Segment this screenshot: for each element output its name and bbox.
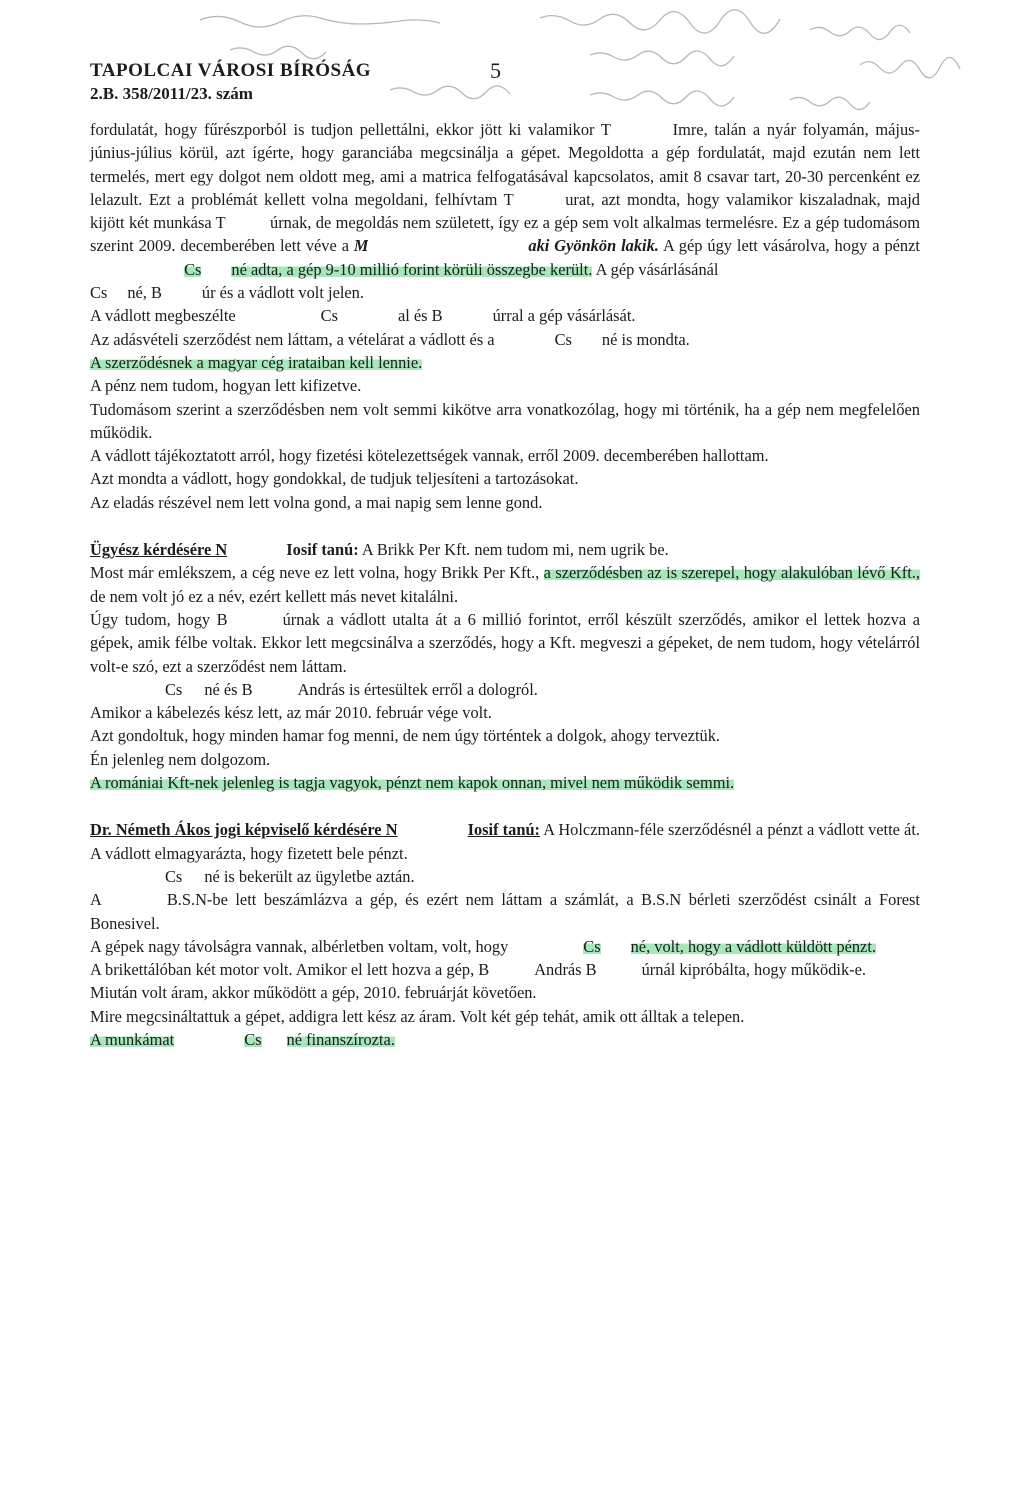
redaction [597, 958, 642, 981]
paragraph: Azt mondta a vádlott, hogy gondokkal, de tudjuk teljesíteni a tartozásokat. [90, 469, 579, 489]
text-segment: Cs [320, 306, 338, 326]
text-segment: A gép vásárlásánál [595, 259, 719, 279]
text-segment: de nem volt jó ez a név, ezért kellett más nevet kitalálni. [90, 586, 459, 606]
paragraph [90, 118, 920, 304]
document-header [90, 60, 371, 104]
body-text [90, 118, 920, 1051]
paragraph: A pénz nem tudom, hogyan lett kifizetve. [90, 376, 362, 396]
text-segment: A munkámat [90, 1029, 175, 1049]
redaction [236, 304, 321, 327]
redaction [226, 211, 266, 234]
text-segment: úr és a vádlott volt jelen. [201, 283, 364, 303]
text-segment: úrnak, de megoldás nem született, így ez a gép sem volt alkalmas termelésre. Ez a gép tudomásom szerint 2009. decemberében lett véve a [90, 213, 920, 256]
text-segment: A Holczmann-féle szerződésnél a pénzt a vádlott vette át. A vádlott elmagyarázta, hogy fizetett bele pénzt. [90, 820, 920, 863]
text-segment: M [353, 236, 369, 256]
case-number: 2.B. 358/2011/23. szám [90, 84, 253, 103]
paragraph [90, 304, 920, 327]
text-segment: né, volt, hogy a vádlott küldött pénzt. [630, 936, 876, 956]
text-segment: András is értesültek erről a dologról. [297, 679, 538, 699]
text-segment: A gépek nagy távolságra vannak, albérletben voltam, volt, hogy [90, 936, 509, 956]
text-segment: urat, azt mondta, hogy valamikor kiszaladnak, majd kijött két munkása T [90, 189, 920, 233]
text-segment: né adta, a gép 9-10 millió forint körüli összegbe került. [231, 259, 593, 279]
redaction [201, 258, 231, 281]
speaker-label: Iosif tanú: [286, 540, 359, 560]
paragraph: Amikor a kábelezés kész lett, az már 2010. február vége volt. [90, 703, 492, 723]
redaction [443, 304, 493, 327]
redaction [514, 188, 559, 211]
paragraph: Miután volt áram, akkor működött a gép, 2010. februárját követően. [90, 983, 537, 1003]
paragraph: Azt gondoltuk, hogy minden hamar fog menni, de nem úgy történtek a dolgok, ahogy terveztük. [90, 726, 720, 746]
redaction [489, 958, 534, 981]
text-segment: Cs [583, 936, 601, 956]
text-segment: Cs [244, 1029, 262, 1049]
redaction [174, 1028, 244, 1051]
paragraph [90, 351, 920, 374]
redaction [368, 234, 523, 257]
redaction [182, 865, 204, 888]
text-segment: né is mondta. [601, 329, 690, 349]
text-segment: A szerződésnek a magyar cég irataiban kell lennie. [90, 352, 423, 372]
redaction [102, 888, 167, 911]
text-segment: Az adásvételi szerződést nem láttam, a vételárat a vádlott és a [90, 329, 495, 349]
text-segment: né is bekerült az ügyletbe aztán. [204, 866, 415, 886]
text-segment: al és B [397, 306, 443, 326]
text-segment: aki Gyönkön lakik. [528, 236, 659, 256]
paragraph [90, 328, 920, 351]
redaction [162, 281, 202, 304]
text-segment: Cs [90, 283, 108, 303]
text-segment: A vádlott megbeszélte [90, 306, 236, 326]
redaction [495, 328, 555, 351]
speaker-label: Ügyész kérdésére N [90, 540, 282, 559]
paragraph [90, 888, 920, 935]
text-segment: A romániai Kft-nek jelenleg is tagja vagyok, pénzt nem kapok onnan, mivel nem működik semmi. [90, 773, 735, 793]
redaction [182, 678, 204, 701]
text-segment: né finanszírozta. [286, 1029, 395, 1049]
text-segment: Imre, talán a nyár folyamán, május-június-július körül, azt ígérte, hogy garanciába megcsinálja a gépet. Megoldotta a gép fordulatát, majd ezután nem lett termelés, mert egy dolgot nem oldott meg, ami a matrica felfogatásával kapcsolatos, amit 8 csavar tart, 20-30 percenként ez lelazult. Ezt a problémát kellett volna megoldani, felhívtam T [90, 120, 920, 209]
text-segment: úrnál kipróbálta, hogy működik-e. [641, 960, 867, 980]
text-segment: a szerződésben az is szerepel, hogy alakulóban lévő Kft., [543, 563, 920, 583]
text-segment: A [90, 890, 102, 910]
paragraph [90, 538, 920, 561]
paragraph [90, 561, 920, 608]
redaction [338, 304, 398, 327]
text-segment: András B [534, 960, 597, 980]
paragraph [90, 678, 920, 701]
text-segment: Cs [554, 329, 572, 349]
text-segment: úrral a gép vásárlását. [492, 306, 636, 326]
text-segment: A brikettálóban két motor volt. Amikor el lett hozva a gép, B [90, 960, 490, 980]
text-segment: A gép úgy lett vásárolva, hogy a pénzt [662, 236, 920, 256]
paragraph: Én jelenleg nem dolgozom. [90, 749, 271, 769]
text-segment: né, B [127, 283, 162, 303]
speaker-label: Dr. Németh Ákos jogi képviselő kérdésére N Iosif tanú: [90, 820, 540, 839]
text-segment: Most már emlékszem, a cég neve ez lett volna, hogy Brikk Per Kft., [90, 563, 540, 583]
court-name: TAPOLCAI VÁROSI BÍRÓSÁG [90, 60, 372, 81]
paragraph: Tudomásom szerint a szerződésben nem volt semmi kikötve arra vonatkozólag, hogy mi történik, ha a gép nem megfelelően működik. [90, 399, 920, 442]
redaction [107, 281, 127, 304]
text-segment: úrnak a vádlott utalta át a 6 millió forintot, erről készült szerződés, amikor el lettek hozva a gépek, amik félbe voltak. Ekkor lett megcsinálva a szerződés, hogy a Kft. megveszi a gépeket, de nem tudom, hogy vételárról volt-e szó, ezt a szerződést nem láttam. [90, 609, 920, 676]
text-segment: Cs [165, 679, 183, 699]
text-segment: Úgy tudom, hogy B [90, 609, 228, 629]
text-segment: né és B [204, 679, 253, 699]
paragraph [90, 865, 920, 888]
paragraph [90, 771, 920, 794]
text-segment: B.S.N-be lett beszámlázva a gép, és ezért nem láttam a számlát, a B.S.N bérleti szerződést csinált a Forest Bonesivel. [90, 890, 920, 933]
text-segment: fordulatát, hogy fűrészporból is tudjon pellettálni, ekkor jött ki valamikor T [90, 120, 611, 139]
redaction [253, 678, 298, 701]
redaction [508, 935, 583, 958]
paragraph: A vádlott tájékoztatott arról, hogy fizetési kötelezettségek vannak, erről 2009. decemberében hallottam. [90, 446, 769, 466]
paragraph [90, 958, 920, 981]
redaction [228, 608, 283, 631]
paragraph [90, 818, 920, 865]
text-segment: Cs [184, 259, 202, 279]
paragraph: Mire megcsináltattuk a gépet, addigra lett kész az áram. Volt két gép tehát, amik ott álltak a telepen. [90, 1006, 745, 1026]
redaction [262, 1028, 287, 1051]
redaction [572, 328, 602, 351]
paragraph [90, 608, 920, 678]
paragraph: Az eladás részével nem lett volna gond, a mai napig sem lenne gond. [90, 492, 543, 512]
text-segment: A Brikk Per Kft. nem tudom mi, nem ugrik be. [361, 540, 669, 560]
text-segment: Cs [165, 866, 183, 886]
page-number: 5 [490, 58, 501, 83]
paragraph [90, 1028, 920, 1051]
redaction [90, 258, 180, 281]
redaction [611, 118, 666, 141]
redaction [601, 935, 631, 958]
paragraph [90, 935, 920, 958]
